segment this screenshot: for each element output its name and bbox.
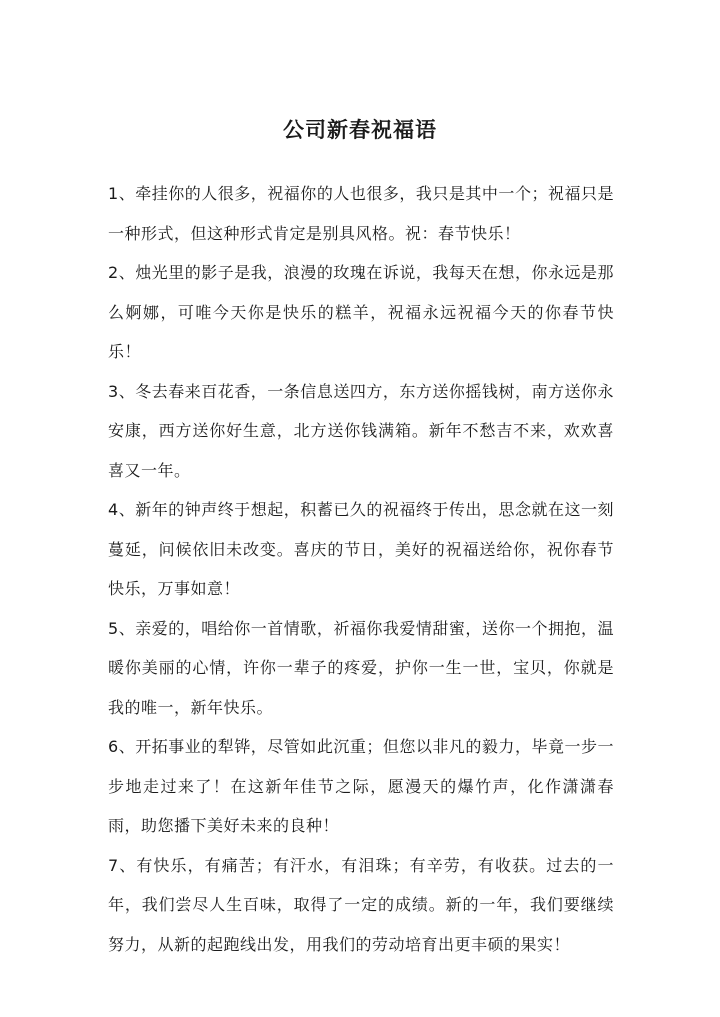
paragraph-2: 2、烛光里的影子是我，浪漫的玫瑰在诉说，我每天在想，你永远是那么婀娜，可唯今天你是快乐的糕羊，祝福永远祝福今天的你春节快乐！ xyxy=(108,263,614,361)
paragraph-3: 3、冬去春来百花香，一条信息送四方，东方送你摇钱树，南方送你永安康，西方送你好生意，北方送你钱满箱。新年不愁吉不来，欢欢喜喜又一年。 xyxy=(108,381,614,480)
paragraph-1: 1、牵挂你的人很多，祝福你的人也很多，我只是其中一个；祝福只是一种形式，但这种形式肯定是别具风格。祝：春节快乐！ xyxy=(108,184,614,243)
document-body xyxy=(108,174,614,964)
paragraph-7: 7、有快乐，有痛苦；有汗水，有泪珠；有辛劳，有收获。过去的一年，我们尝尽人生百味，取得了一定的成绩。新的一年，我们要继续努力，从新的起跑线出发，用我们的劳动培育出更丰硕的果实！ xyxy=(108,855,614,954)
paragraph-5: 5、亲爱的，唱给你一首情歌，祈福你我爱情甜蜜，送你一个拥抱，温暖你美丽的心情，许你一辈子的疼爱，护你一生一世，宝贝，你就是我的唯一，新年快乐。 xyxy=(108,618,614,717)
paragraph-6: 6、开拓事业的犁铧，尽管如此沉重；但您以非凡的毅力，毕竟一步一步地走过来了！在这新年佳节之际，愿漫天的爆竹声，化作潇潇春雨，助您播下美好未来的良种！ xyxy=(108,737,614,835)
document-title: 公司新春祝福语 xyxy=(283,118,437,142)
paragraph-4: 4、新年的钟声终于想起，积蓄已久的祝福终于传出，思念就在这一刻蔓延，问候依旧未改变。喜庆的节日，美好的祝福送给你，祝你春节快乐，万事如意！ xyxy=(108,500,614,598)
